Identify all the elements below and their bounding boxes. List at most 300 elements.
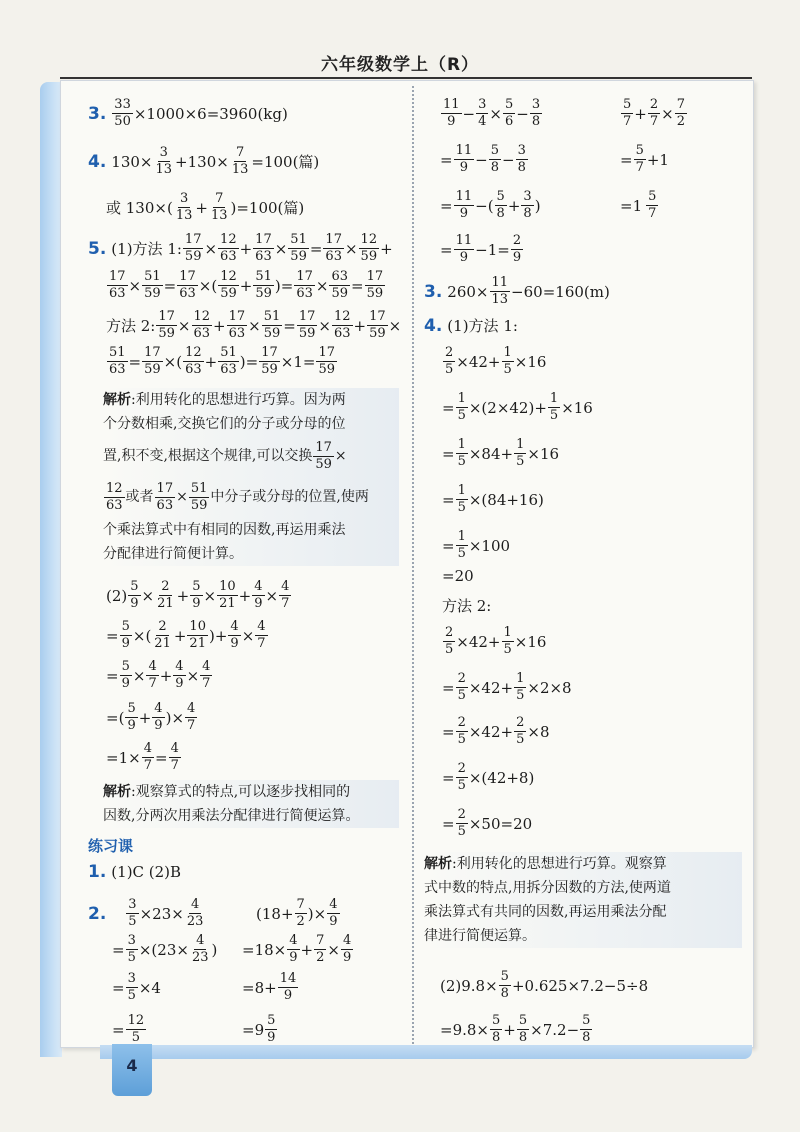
q5-number: 5.	[88, 238, 107, 259]
op: ×	[274, 239, 288, 258]
op: +	[507, 196, 521, 215]
op: =	[128, 352, 142, 371]
op: +	[503, 1020, 516, 1039]
op: −	[462, 104, 476, 123]
op: (	[176, 352, 183, 371]
op: =8+	[242, 978, 277, 997]
fraction: $\frac{4}{9}$	[175, 659, 184, 691]
analysis-note-1	[103, 388, 399, 566]
fraction: $\frac{7}{2}$	[296, 897, 305, 929]
op: =	[309, 239, 323, 258]
op: =	[442, 444, 455, 463]
fraction: 5 7	[648, 189, 657, 221]
text: +130×	[175, 152, 229, 171]
op: −(	[475, 196, 494, 215]
fraction: $\frac{2}{5}$	[457, 715, 466, 747]
op: ×	[141, 586, 155, 605]
note-row	[103, 518, 399, 542]
practice-q2-line1	[88, 898, 206, 929]
op: =	[440, 196, 453, 215]
op: ×	[327, 940, 340, 959]
op: =	[112, 940, 125, 959]
op: =	[351, 276, 364, 295]
r-q4-m1-l4	[442, 484, 544, 515]
r-top-line4	[440, 234, 524, 265]
op: ×16	[561, 398, 593, 417]
practice-q2-line4	[112, 1014, 147, 1045]
fraction: $\frac{7}{13}$	[210, 191, 228, 223]
fraction: $\frac{3}{8}$	[523, 189, 532, 221]
practice-q2-line2	[112, 934, 217, 965]
fraction: $\frac{11}{9}$	[455, 233, 473, 265]
fraction: $\frac{17}{59}$	[369, 309, 386, 341]
note-text: 中分子或分母的位置,使两	[210, 489, 369, 505]
note-label: 解析	[103, 784, 131, 800]
fraction: $\frac{17}{59}$	[158, 309, 175, 341]
op: =	[440, 150, 453, 169]
op: +	[159, 666, 173, 685]
blue-bottom-edge	[100, 1045, 752, 1059]
note-text: :观察算式的特点,可以逐步找相同的	[131, 784, 351, 800]
op: ×2×8	[527, 678, 572, 697]
op: )	[239, 352, 246, 371]
fraction: $\frac{1}{5}$	[503, 625, 512, 657]
r-top-line3: = $\frac{11}{9}$ −( 5 8 + $\frac{3}{8}$ )	[440, 189, 541, 221]
op: =	[442, 678, 455, 697]
q5-p2-line4	[106, 702, 198, 733]
note-text: 律进行简便运算。	[424, 928, 536, 944]
op: =	[442, 398, 455, 417]
op: =	[442, 722, 455, 741]
note-row	[103, 436, 399, 476]
note-text: 乘法算式有共同的因数,再运用乘法分配	[424, 904, 667, 920]
fraction: $\frac{11}{9}$	[455, 189, 473, 221]
r-top-line1	[440, 98, 543, 129]
op: =	[283, 316, 296, 335]
q5-line2	[106, 270, 386, 301]
op: ×16	[514, 352, 547, 371]
fraction: 12 63	[106, 480, 123, 513]
fraction: $\frac{3}{13}$	[155, 145, 173, 177]
page-header-title: 六年级数学上（R）	[320, 55, 480, 75]
op: ×1	[280, 352, 303, 371]
fraction: $\frac{5}{9}$	[121, 619, 130, 651]
op: (18+	[256, 904, 294, 923]
q5-p2-line2	[106, 620, 269, 651]
fraction: $\frac{51}{59}$	[144, 269, 161, 301]
fraction: $\frac{4}{9}$	[254, 579, 263, 611]
fraction: $\frac{1}{5}$	[457, 437, 466, 469]
op: ×	[203, 586, 217, 605]
note-row	[103, 780, 399, 804]
fraction: $\frac{12}{59}$	[360, 232, 378, 264]
op: +	[353, 316, 367, 335]
analysis-note-3	[424, 852, 742, 948]
op: =	[442, 814, 455, 833]
note-text: 个乘法算式中有相同的因数,再运用乘法	[103, 522, 346, 538]
op: =	[112, 1020, 125, 1039]
practice-q2b-line4	[242, 1014, 278, 1045]
op: =	[442, 768, 455, 787]
method-label: 方法 2:	[442, 597, 492, 615]
op: ×	[132, 666, 146, 685]
op: ×	[128, 276, 142, 295]
op: ×(84+16)	[468, 490, 544, 509]
fraction: $\frac{17}{63}$	[179, 269, 196, 301]
analysis-note-2	[103, 780, 399, 828]
op: ×	[176, 489, 188, 505]
fraction: $\frac{4}{7}$	[257, 619, 266, 651]
fraction: 5 9	[127, 701, 136, 733]
fraction: $\frac{1}{5}$	[457, 529, 466, 561]
practice-q2-line3	[112, 972, 161, 1003]
fraction: $\frac{4}{7}$	[202, 659, 211, 691]
note-row	[424, 876, 742, 900]
fraction: $\frac{12}{63}$	[193, 309, 211, 341]
op: ×	[171, 708, 185, 727]
op: ×	[248, 316, 261, 335]
op: ×	[186, 666, 200, 685]
fraction: $\frac{17}{63}$	[109, 269, 126, 301]
fraction: $\frac{51}{59}$	[263, 309, 281, 341]
practice-title-text: 练习课	[88, 837, 134, 855]
op: +	[173, 626, 187, 645]
fraction: $\frac{33}{50}$	[114, 97, 131, 129]
fraction: $\frac{4}{9}$	[289, 933, 298, 965]
op: ×16	[514, 632, 547, 651]
op: ×(23×	[138, 940, 189, 959]
fraction: 5 9	[267, 1013, 276, 1045]
op: −1=	[475, 240, 510, 259]
op: =	[106, 666, 119, 685]
text: 130×	[111, 152, 153, 171]
r-q4-m2-l5	[442, 808, 532, 839]
column-divider	[412, 86, 414, 1044]
fraction: $\frac{51}{63}$	[220, 345, 237, 377]
op: =1	[620, 196, 643, 215]
fraction: $\frac{51}{63}$	[109, 345, 126, 377]
fraction: $\frac{12}{5}$	[127, 1013, 145, 1045]
op: )	[211, 940, 218, 959]
fraction: $\frac{1}{5}$	[516, 671, 525, 703]
op: )×	[307, 904, 327, 923]
fraction: $\frac{17}{59}$	[315, 439, 332, 472]
q5-line3	[106, 310, 401, 341]
fraction: $\frac{2}{5}$	[457, 761, 466, 793]
practice-q1	[88, 862, 181, 882]
note-text: 个分数相乘,交换它们的分子或分母的位	[103, 416, 346, 432]
op: ×	[198, 276, 212, 295]
note-row	[424, 900, 742, 924]
fraction: $\frac{3}{4}$	[478, 97, 487, 129]
fraction: $\frac{14}{9}$	[279, 971, 297, 1003]
op: +	[238, 586, 252, 605]
op: ×42+	[468, 678, 514, 697]
fraction: $\frac{2}{5}$	[445, 345, 454, 377]
fraction: $\frac{7}{13}$	[231, 145, 249, 177]
op: +	[380, 239, 393, 258]
q5-p2-line3	[106, 660, 213, 691]
r-q4-m2-l4	[442, 762, 534, 793]
op: ×84+	[468, 444, 514, 463]
r-q4-m1-l6	[442, 566, 474, 586]
op: ×	[318, 316, 331, 335]
fraction: 3 13	[175, 191, 193, 223]
r-q4-m2-l2	[442, 672, 572, 703]
practice-q2-number: 2.	[88, 903, 107, 924]
r-q4-number: 4.	[424, 316, 443, 336]
q5-line1	[88, 233, 393, 264]
text: +	[195, 198, 208, 217]
r-q3-line	[424, 276, 610, 307]
fraction: $\frac{63}{59}$	[331, 269, 349, 301]
note-text: 或者	[125, 489, 154, 505]
practice-q1-text: (1)C (2)B	[111, 863, 182, 881]
op: ×42+	[456, 632, 501, 651]
fraction: $\frac{4}{23}$	[191, 933, 209, 965]
fraction: $\frac{17}{59}$	[144, 345, 161, 377]
fraction: $\frac{5}{8}$	[518, 1013, 528, 1045]
fraction: $\frac{4}{7}$	[148, 659, 157, 691]
fraction: $\frac{4}{9}$	[342, 933, 352, 965]
q3-line	[88, 98, 288, 129]
fraction: $\frac{17}{63}$	[156, 480, 174, 513]
fraction: $\frac{2}{9}$	[512, 233, 522, 265]
fraction: $\frac{1}{5}$	[503, 345, 512, 377]
method-label: 方法 2:	[106, 316, 156, 335]
fraction: $\frac{11}{13}$	[491, 275, 509, 307]
op: ×	[334, 448, 347, 464]
op: =	[620, 150, 633, 169]
r-q4-p2-l2	[440, 1014, 593, 1045]
practice-q2b-line1	[256, 898, 341, 929]
fraction: $\frac{51}{59}$	[190, 480, 208, 513]
practice-title	[88, 836, 133, 856]
fraction: $\frac{4}{9}$	[230, 619, 239, 651]
fraction: $\frac{12}{63}$	[334, 309, 351, 341]
op: =18×	[242, 940, 287, 959]
op: ×	[128, 748, 141, 767]
op: ×	[204, 239, 218, 258]
op: +	[239, 239, 253, 258]
fraction: $\frac{5}{9}$	[130, 579, 139, 611]
fraction: $\frac{2}{5}$	[445, 625, 454, 657]
op: (2)9.8×	[440, 976, 498, 995]
op: ×	[132, 626, 146, 645]
op: ×8	[527, 722, 550, 741]
note-text: 置,积不变,根据这个规律,可以交换	[103, 448, 313, 464]
fraction: $\frac{5}{8}$	[500, 969, 509, 1001]
op: ×	[265, 586, 279, 605]
fraction: $\frac{2}{7}$	[649, 97, 659, 129]
r-q4-m1-l2	[442, 392, 593, 423]
note-row	[424, 924, 742, 948]
fraction: $\frac{51}{59}$	[255, 269, 272, 301]
fraction: $\frac{1}{5}$	[516, 437, 525, 469]
practice-q2b-line2	[242, 934, 354, 965]
r-q4-m2-l1	[442, 626, 546, 657]
text: 260×	[447, 282, 489, 301]
fraction: $\frac{17}{59}$	[298, 309, 316, 341]
fraction: $\frac{5}{7}$	[635, 143, 644, 175]
op: +	[239, 276, 253, 295]
method-label: (1)方法 1:	[447, 317, 518, 335]
fraction: $\frac{5}{8}$	[490, 143, 499, 175]
op: +1	[646, 150, 669, 169]
op: =	[280, 276, 294, 295]
op: =	[302, 352, 316, 371]
fraction: 12 63	[185, 345, 202, 377]
op: +	[204, 352, 218, 371]
fraction: $\frac{51}{59}$	[290, 232, 307, 264]
fraction: $\frac{1}{5}$	[457, 483, 466, 515]
q3-text: ×1000×6=3960(kg)	[133, 104, 288, 123]
op: )	[274, 276, 281, 295]
op: =	[106, 708, 119, 727]
fraction: $\frac{1}{5}$	[457, 391, 466, 423]
op: ×42+	[456, 352, 501, 371]
note-text: :利用转化的思想进行巧算。观察算	[452, 856, 667, 872]
text: =100(篇)	[251, 152, 320, 171]
fraction: $\frac{3}{8}$	[531, 97, 541, 129]
fraction: $\frac{5}{6}$	[504, 97, 514, 129]
fraction: $\frac{17}{59}$	[318, 345, 336, 377]
op: ×42+	[468, 722, 514, 741]
op: ×23×	[139, 904, 184, 923]
page-number-tab	[112, 1044, 152, 1096]
q5-line4	[106, 346, 338, 377]
note-label: 解析	[103, 392, 131, 408]
fraction: $\frac{17}{63}$	[296, 269, 313, 301]
fraction: $\frac{11}{9}$	[455, 143, 473, 175]
q4-line2	[106, 192, 304, 223]
op: =	[154, 748, 168, 767]
q4-line1	[88, 146, 319, 177]
op: ×16	[527, 444, 560, 463]
fraction: 12 59	[220, 269, 237, 301]
fraction: $\frac{2}{5}$	[457, 671, 466, 703]
r-q4-m1-l5	[442, 530, 510, 561]
fraction: $\frac{17}{59}$	[261, 345, 278, 377]
r-q4-m1-l1	[442, 346, 546, 377]
op: ×(42+8)	[468, 768, 535, 787]
note-text: 分配律进行简便计算。	[103, 546, 243, 562]
fraction: $\frac{1}{5}$	[549, 391, 559, 423]
op: −	[501, 150, 515, 169]
op: =	[245, 352, 259, 371]
fraction: $\frac{5}{8}$	[492, 1013, 501, 1045]
op: )	[165, 708, 172, 727]
note-row	[103, 804, 399, 828]
part-label: (2)	[106, 586, 128, 605]
fraction: $\frac{2}{21}$	[157, 579, 174, 611]
fraction: $\frac{7}{2}$	[676, 97, 685, 129]
text: )=100(篇)	[230, 198, 305, 217]
op: =	[442, 536, 455, 555]
fraction: 5 8	[496, 189, 505, 221]
fraction: 2 21	[154, 619, 171, 651]
practice-q2b-line3	[242, 972, 299, 1003]
op: +	[214, 626, 228, 645]
r-top-b-line3	[620, 190, 659, 221]
op: =	[440, 240, 453, 259]
q3-number: 3.	[88, 103, 107, 124]
fraction: 5 7	[623, 97, 632, 129]
op: (	[145, 626, 152, 645]
blue-page-edge	[40, 82, 62, 1057]
q5-p2-line1	[106, 580, 292, 611]
op: =	[163, 276, 177, 295]
r-q4-title	[424, 316, 518, 336]
fraction: $\frac{10}{21}$	[189, 619, 206, 651]
note-row	[103, 412, 399, 436]
q5-p2-line5: = 1 × $\frac{4}{7}$ = $\frac{4}{7}$	[106, 741, 179, 773]
op: (	[211, 276, 218, 295]
fraction: $\frac{4}{9}$	[154, 701, 163, 733]
fraction: $\frac{7}{2}$	[316, 933, 325, 965]
op: ×50=20	[468, 814, 533, 833]
q4-number: 4.	[88, 151, 107, 172]
op: ×	[661, 104, 674, 123]
fraction: $\frac{2}{5}$	[516, 715, 525, 747]
op: ×4	[138, 978, 161, 997]
op: −	[516, 104, 529, 123]
fraction: $\frac{3}{5}$	[127, 971, 136, 1003]
op: ×	[344, 239, 358, 258]
op: ×	[489, 104, 502, 123]
r-q3-number: 3.	[424, 281, 443, 302]
r-top-line2	[440, 144, 529, 175]
fraction: $\frac{12}{63}$	[220, 232, 237, 264]
fraction: $\frac{2}{5}$	[457, 807, 466, 839]
method-label: (1)方法 1:	[111, 239, 182, 258]
fraction: $\frac{4}{9}$	[329, 897, 338, 929]
r-q4-m2-l3	[442, 716, 550, 747]
r-q4-m2-title	[442, 596, 491, 616]
op: ×	[241, 626, 255, 645]
fraction: $\frac{4}{7}$	[281, 579, 290, 611]
op: ×	[163, 352, 177, 371]
op: =	[112, 978, 125, 997]
fraction: $\frac{17}{63}$	[228, 309, 246, 341]
op: +	[138, 708, 152, 727]
fraction: $\frac{4}{7}$	[143, 741, 152, 773]
op: (	[118, 708, 125, 727]
r-q4-p2-l1	[440, 970, 648, 1001]
fraction: $\frac{3}{5}$	[128, 897, 137, 929]
r-top-b-line2	[620, 144, 669, 175]
op: +	[634, 104, 647, 123]
op: +	[213, 316, 226, 335]
op: ×7.2−	[530, 1020, 580, 1039]
page-number: 4	[126, 1056, 138, 1075]
r-q4-m1-l3	[442, 438, 559, 469]
fraction: $\frac{17}{63}$	[325, 232, 342, 264]
op: =20	[442, 567, 474, 585]
fraction: $\frac{17}{59}$	[184, 232, 202, 264]
fraction: $\frac{4}{7}$	[170, 741, 179, 773]
header-rule	[60, 77, 752, 79]
op: )	[208, 626, 215, 645]
note-text: :利用转化的思想进行巧算。因为两	[131, 392, 346, 408]
op: =	[106, 748, 119, 767]
op: =	[442, 490, 455, 509]
op: ×	[177, 316, 191, 335]
text: −60=160(m)	[511, 282, 610, 301]
text: 或 130×(	[106, 198, 173, 217]
fraction: $\frac{5}{9}$	[121, 659, 130, 691]
fraction: $\frac{3}{8}$	[517, 143, 526, 175]
